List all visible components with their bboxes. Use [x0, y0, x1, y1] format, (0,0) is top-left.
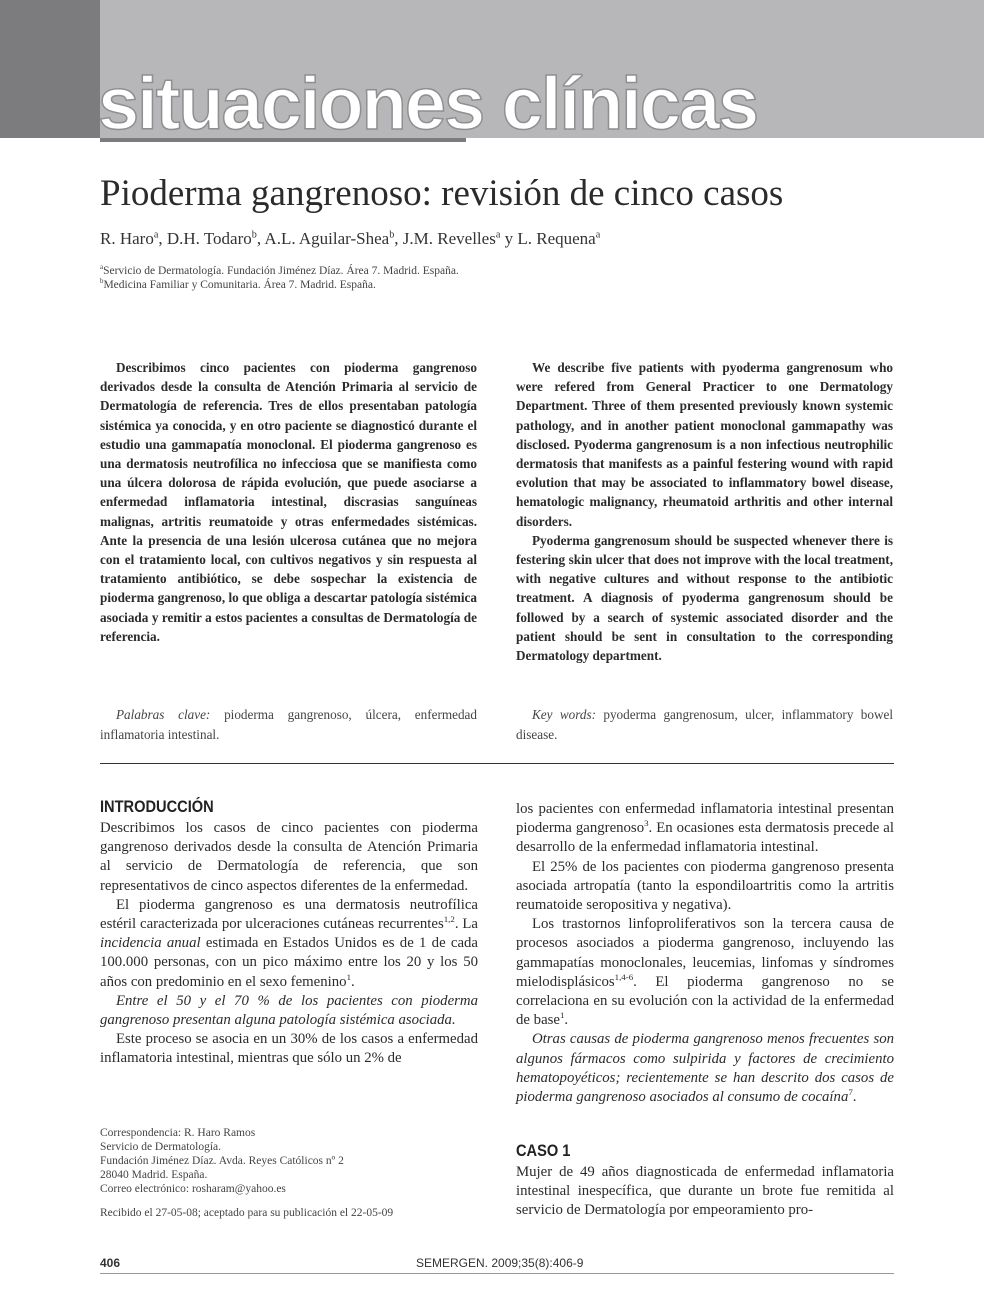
body-paragraph: Este proceso se asocia en un 30% de los casos a enfermedad inflamatoria intestinal, mientras que sólo un 2% de [100, 1031, 478, 1067]
author-name: J.M. Revelles [402, 229, 496, 248]
body-paragraph: Mujer de 49 años diagnosticada de enfermedad inflamatoria intestinal inespecífica, que durante un brote fue remitida al servicio de Dermatología por empeoramiento pro- [516, 1164, 894, 1219]
body-paragraph: Otras causas de pioderma gangrenoso menos frecuentes son algunos fármacos como sulpirida y factores de crecimiento hematopoyéticos; recientemente se han descrito dos casos de pioderma gangrenoso asociados al consumo de cocaína$^7$. [516, 1031, 894, 1106]
keywords-label: Palabras clave: [116, 707, 211, 722]
journal-citation: SEMERGEN. 2009;35(8):406-9 [416, 1256, 584, 1270]
body-paragraph: El pioderma gangrenoso es una dermatosis neutrofílica estéril caracterizada por ulceraciones cutáneas recurrentes$^{1,2}$. La incidencia anual estimada en Estados Unidos es de 1 de cada 100.000 personas, con un pico máximo entre los 20 y los 50 años con predominio en el sexo femenino$^1$. [100, 896, 478, 990]
affiliation-line: $^a$Servicio de Dermatología. Fundación Jiménez Díaz. Área 7. Madrid. España. [100, 264, 459, 277]
page-number: 406 [100, 1256, 121, 1270]
body-left-column [100, 819, 478, 1069]
author-affiliation-mark: a [595, 229, 601, 241]
keywords-text: pioderma gangrenoso, úlcera, enfermedad inflamatoria intestinal. [100, 707, 477, 742]
author-affiliation-mark: a [153, 229, 159, 241]
author-affiliation-mark: b [251, 229, 257, 241]
intro-heading: INTRODUCCIÓN [100, 797, 214, 816]
body-paragraph: Describimos los casos de cinco pacientes con pioderma gangrenoso derivados desde la consulta de Atención Primaria al servicio de Dermatología de referencia, que son representativos de cinco aspectos diferentes de la enfermedad. [100, 820, 478, 894]
header-tab [0, 0, 100, 138]
author-list: R. Haro$^a$, D.H. Todaro$^b$, A.L. Aguilar-Shea$^b$, J.M. Revelles$^a$ y L. Requena$^a$ [100, 229, 601, 248]
body-right-column [516, 800, 894, 1107]
author-affiliation-mark: b [389, 229, 395, 241]
body-paragraph: los pacientes con enfermedad inflamatoria intestinal presentan pioderma gangrenoso$^3$. En ocasiones esta dermatosis precede al desarrollo de la enfermedad inflamatoria intestinal. [516, 801, 894, 856]
author-name: R. Haro [100, 229, 154, 248]
keywords-english [516, 705, 893, 744]
article-title: Pioderma gangrenoso: revisión de cinco casos [100, 173, 784, 214]
keywords-label: Key words: [532, 707, 597, 722]
case-1-heading: CASO 1 [516, 1141, 571, 1160]
case-1-text [516, 1163, 894, 1221]
keywords-text: pyoderma gangrenosum, ulcer, inflammatory bowel disease. [516, 707, 893, 742]
author-name: A.L. Aguilar-Shea [264, 229, 390, 248]
received-date: Recibido el 27-05-08; aceptado para su publicación el 22-05-09 [100, 1207, 394, 1219]
author-affiliation-mark: a [495, 229, 501, 241]
author-name: D.H. Todaro [166, 229, 252, 248]
keywords-spanish [100, 705, 477, 744]
body-paragraph: Los trastornos linfoproliferativos son la tercera causa de procesos asociados a pioderma gangrenoso, incluyendo las gammapatías monoclonales, leucemias, linfomas y síndromes mielodisplásicos$^{1,4-6}$. El pioderma gangrenoso no se correlaciona en su evolución con la actividad de la enfermedad de base$^1$. [516, 916, 894, 1029]
abstract-spanish [100, 358, 477, 646]
abstract-en-paragraph: We describe five patients with pyoderma gangrenosum who were refered from General Practicer to one Dermatology Department. Three of them presented previously known systemic pathology, and in another patient monoclonal gammapathy was disclosed. Pyoderma gangrenosum is a non infectious neutrophilic dermatosis that manifests as a painful festering wound with rapid evolution that may be associated to inflammatory bowel disease, hematologic malignancy, rheumatoid arthritis and other internal disorders. [516, 360, 893, 529]
correspondence-block: Correspondencia: R. Haro Ramos Servicio de Dermatología. Fundación Jiménez Díaz. Avda. Reyes Católicos nº 2 28040 Madrid. España. Correo electrónico: rosharam@yahoo.es [100, 1127, 344, 1195]
abstract-en-paragraph: Pyoderma gangrenosum should be suspected whenever there is festering skin ulcer that does not improve with the local treatment, with negative cultures and without response to the antibiotic treatment. A diagnosis of pyoderma gangrenosum should be followed by a search of systemic associated disorder and the patient should be sent in consultation to the corresponding Dermatology department. [516, 532, 893, 664]
body-paragraph: El 25% de los pacientes con pioderma gangrenoso presenta asociada artropatía (tanto la espondiloartritis como la artritis reumatoide seropositiva y negativa). [516, 858, 894, 914]
body-paragraph: Entre el 50 y el 70 % de los pacientes con pioderma gangrenoso presentan alguna patología sistémica asociada. [100, 992, 478, 1029]
abstract-english [516, 358, 893, 665]
author-name: L. Requena [517, 229, 596, 248]
section-title: situaciones clínicas [98, 62, 758, 145]
footer-rule [100, 1273, 894, 1274]
abstract-es-paragraph: Describimos cinco pacientes con pioderma gangrenoso derivados desde la consulta de Atención Primaria al servicio de Dermatología de referencia. Tres de ellos presentaban patología sistémica ya conocida, y en otro paciente se diagnosticó durante el estudio una gammapatía monoclonal. El pioderma gangrenoso es una dermatosis neutrofílica no infecciosa que se manifiesta como una úlcera dolorosa de rápida evolución, que puede asociarse a enfermedad inflamatoria intestinal, discrasias sanguíneas malignas, artritis reumatoide y otras enfermedades sistémicas. Ante la presencia de una lesión ulcerosa cutánea que no mejora con el tratamiento local, con cultivos negativos y sin respuesta al tratamiento antibiótico, se debe sospechar la existencia de pioderma gangrenoso, lo que obliga a descartar patología sistémica asociada y remitir a estos pacientes a consultas de Dermatología de referencia. [100, 360, 477, 644]
affiliation-line: $^b$Medicina Familiar y Comunitaria. Área 7. Madrid. España. [100, 278, 376, 291]
affiliations [100, 264, 459, 292]
section-divider [100, 763, 894, 764]
